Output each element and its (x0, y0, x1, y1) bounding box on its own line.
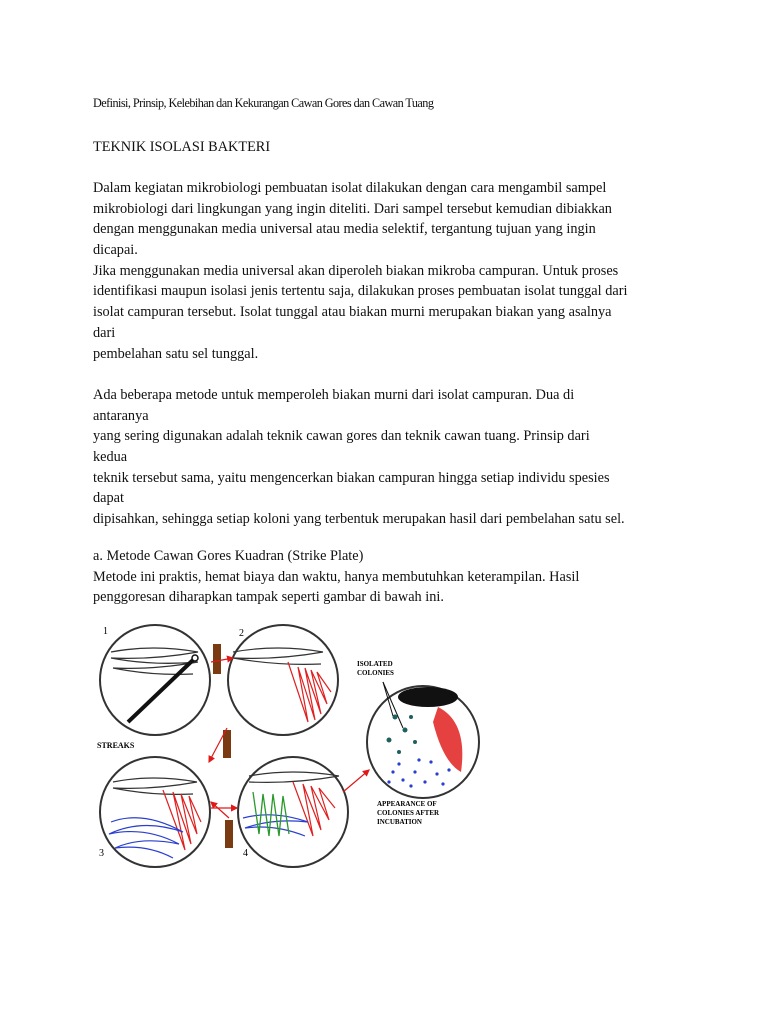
paragraph-line: kedua (93, 449, 128, 466)
plate-3 (99, 757, 210, 867)
streak-plate-figure (93, 622, 483, 874)
step-number: 4 (243, 848, 248, 859)
paragraph-line: dicapai. (93, 242, 138, 259)
paragraph-line: mikrobiologi dari lingkungan yang ingin diteliti. Dari sampel tersebut kemudian dibiakkan (93, 200, 612, 217)
isolated-colonies-label: COLONIES (357, 669, 394, 677)
appearance-label: INCUBATION (377, 818, 422, 826)
loop-handle-icon (213, 644, 221, 674)
arrow-icon (211, 802, 229, 818)
paragraph-line: dipisahkan, sehingga setiap koloni yang terbentuk merupakan hasil dari pembelahan satu sel. (93, 511, 625, 528)
step-number: 2 (239, 628, 244, 639)
paragraph-1 (93, 178, 693, 364)
section-a-heading: a. Metode Cawan Gores Kuadran (Strike Plate) (93, 548, 364, 564)
document-title: Definisi, Prinsip, Kelebihan dan Kekurangan Cawan Gores dan Cawan Tuang (93, 96, 434, 110)
paragraph-line: dengan menggunakan media universal atau media selektif, tergantung tujuan yang ingin (93, 221, 596, 238)
paragraph-2 (93, 385, 693, 530)
paragraph-line: yang sering digunakan adalah teknik cawan gores dan teknik cawan tuang. Prinsip dari (93, 428, 590, 445)
paragraph-line: identifikasi maupun isolasi jenis tertentu saja, dilakukan proses pembuatan isolat tunggal dari (93, 283, 628, 300)
arrow-icon (343, 770, 369, 792)
isolated-colonies-label: ISOLATED (357, 660, 393, 668)
plate-1 (100, 625, 210, 735)
plate-2 (228, 625, 338, 735)
paragraph-line: Jika menggunakan media universal akan diperoleh biakan mikroba campuran. Untuk proses (93, 262, 619, 279)
streak-plate-diagram (93, 622, 483, 874)
step-number: 3 (99, 848, 104, 859)
plate-4 (238, 757, 348, 867)
appearance-label: APPEARANCE OF (377, 800, 437, 808)
appearance-label: COLONIES AFTER (377, 809, 440, 817)
petri-dish (238, 757, 348, 867)
paragraph-line: pembelahan satu sel tunggal. (93, 345, 259, 362)
incubated-plate (357, 660, 479, 826)
paragraph-line: Ada beberapa metode untuk memperoleh biakan murni dari isolat campuran. Dua di (93, 387, 575, 403)
dense-colony-growth (398, 687, 458, 707)
paragraph-line: teknik tersebut sama, yaitu mengencerkan biakan campuran hingga setiap individu spesies (93, 469, 610, 486)
paragraph-line: penggoresan diharapkan tampak seperti gambar di bawah ini. (93, 589, 444, 606)
petri-dish (100, 625, 210, 735)
paragraph-line: isolat campuran tersebut. Isolat tunggal atau biakan murni merupakan biakan yang asalnya (93, 304, 612, 321)
paragraph-line: antaranya (93, 407, 149, 424)
petri-dish (228, 625, 338, 735)
paragraph-line: Metode ini praktis, hemat biaya dan waktu, hanya membutuhkan keterampilan. Hasil (93, 568, 580, 585)
loop-handle-icon (225, 820, 233, 848)
paragraph-line: dapat (93, 490, 124, 507)
paragraph-line: Dalam kegiatan mikrobiologi pembuatan isolat dilakukan dengan cara mengambil sampel (93, 180, 607, 196)
streaks-label: STREAKS (97, 741, 135, 750)
step-number: 1 (103, 626, 108, 637)
section-heading: TEKNIK ISOLASI BAKTERI (93, 139, 271, 155)
section-a (93, 546, 693, 608)
paragraph-line: dari (93, 324, 116, 341)
